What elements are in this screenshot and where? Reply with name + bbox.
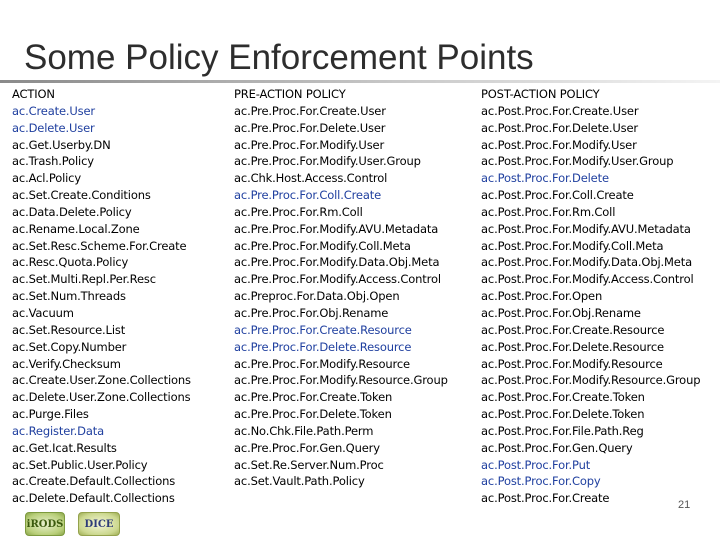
policy-item: ac.Set.Resc.Scheme.For.Create [12,238,187,253]
policy-item: ac.Pre.Proc.For.Coll.Create [234,188,382,203]
policy-item: ac.Pre.Proc.For.Delete.Resource [234,339,412,354]
pre-action-policy-column [234,86,448,490]
policy-item: ac.Pre.Proc.For.Modify.Coll.Meta [234,238,411,253]
policy-item: ac.Set.Re.Server.Num.Proc [234,457,384,472]
policy-item: ac.Post.Proc.For.Delete [481,171,609,186]
policy-item: ac.Rename.Local.Zone [12,221,140,236]
policy-item: ac.No.Chk.File.Path.Perm [234,423,374,438]
policy-item: ac.Post.Proc.For.Modify.Resource.Group [481,373,701,388]
policy-item: ac.Post.Proc.For.Rm.Coll [481,204,616,219]
policy-item: ac.Post.Proc.For.Create.User [481,103,639,118]
policy-item: ac.Pre.Proc.For.Create.Token [234,390,393,405]
policy-item: ac.Trash.Policy [12,154,94,169]
page-number: 21 [678,499,691,511]
policy-item: ac.Post.Proc.For.Copy [481,474,601,489]
policy-item: ac.Post.Proc.For.Create.Resource [481,322,665,337]
policy-item: ac.Pre.Proc.For.Delete.Token [234,407,392,422]
policy-item: ac.Pre.Proc.For.Modify.Data.Obj.Meta [234,255,440,270]
policy-item: ac.Set.Vault.Path.Policy [234,474,365,489]
slide-title: Some Policy Enforcement Points [24,38,534,77]
policy-item: ac.Post.Proc.For.Put [481,457,591,472]
policy-item: ac.Post.Proc.For.Delete.User [481,120,638,135]
policy-item: ac.Pre.Proc.For.Modify.Access.Control [234,272,441,287]
policy-item: ac.Post.Proc.For.Open [481,289,603,304]
column-header-pre-action-policy: PRE-ACTION POLICY [234,87,346,101]
policy-item: ac.Post.Proc.For.Modify.Data.Obj.Meta [481,255,692,270]
policy-item: ac.Post.Proc.For.Delete.Token [481,407,645,422]
policy-item: ac.Pre.Proc.For.Gen.Query [234,440,380,455]
policy-item: ac.Post.Proc.For.Modify.Access.Control [481,272,694,287]
policy-item: ac.Get.Userby.DN [12,137,111,152]
policy-item: ac.Create.User.Zone.Collections [12,373,191,388]
column-header-action: ACTION [12,87,55,101]
irods-logo: iRODS [25,512,65,536]
policy-item: ac.Pre.Proc.For.Modify.User [234,137,385,152]
policy-item: ac.Pre.Proc.For.Rm.Coll [234,204,363,219]
column-header-post-action-policy: POST-ACTION POLICY [481,87,600,101]
policy-item: ac.Pre.Proc.For.Create.User [234,103,386,118]
policy-item: ac.Get.Icat.Results [12,440,117,455]
policy-item: ac.Acl.Policy [12,171,81,186]
policy-item: ac.Post.Proc.For.Coll.Create [481,188,634,203]
policy-item: ac.Post.Proc.For.Create.Token [481,390,645,405]
policy-item: ac.Delete.Default.Collections [12,491,175,506]
policy-item: ac.Set.Multi.Repl.Per.Resc [12,272,156,287]
policy-item: ac.Set.Public.User.Policy [12,457,148,472]
policy-item: ac.Set.Copy.Number [12,339,127,354]
policy-item: ac.Pre.Proc.For.Modify.Resource [234,356,410,371]
policy-item: ac.Pre.Proc.For.Modify.AVU.Metadata [234,221,439,236]
policy-item: ac.Pre.Proc.For.Delete.User [234,120,386,135]
policy-item: ac.Set.Resource.List [12,322,126,337]
policy-item: ac.Create.User [12,103,96,118]
policy-item: ac.Pre.Proc.For.Create.Resource [234,322,412,337]
policy-item: ac.Verify.Checksum [12,356,121,371]
policy-item: ac.Data.Delete.Policy [12,204,132,219]
policy-item: ac.Post.Proc.For.Create [481,491,610,506]
post-action-policy-column [481,86,700,507]
policy-item: ac.Preproc.For.Data.Obj.Open [234,289,400,304]
policy-item: ac.Post.Proc.For.Delete.Resource [481,339,664,354]
policy-item: ac.Delete.User [12,120,95,135]
policy-item: ac.Set.Create.Conditions [12,188,151,203]
policy-item: ac.Pre.Proc.For.Obj.Rename [234,305,389,320]
policy-item: ac.Post.Proc.For.Modify.User [481,137,637,152]
policy-item: ac.Delete.User.Zone.Collections [12,390,191,405]
policy-item: ac.Post.Proc.For.Modify.AVU.Metadata [481,221,691,236]
policy-item: ac.Pre.Proc.For.Modify.User.Group [234,154,421,169]
policy-item: ac.Create.Default.Collections [12,474,176,489]
action-column [12,86,191,507]
dice-logo: DICE [78,512,120,536]
policy-item: ac.Resc.Quota.Policy [12,255,129,270]
title-divider [0,80,720,83]
policy-item: ac.Purge.Files [12,407,89,422]
policy-item: ac.Vacuum [12,305,74,320]
policy-item: ac.Post.Proc.For.Modify.Resource [481,356,663,371]
policy-item: ac.Set.Num.Threads [12,289,126,304]
policy-item: ac.Chk.Host.Access.Control [234,171,388,186]
policy-item: ac.Post.Proc.For.Modify.Coll.Meta [481,238,664,253]
policy-item: ac.Post.Proc.For.Obj.Rename [481,305,641,320]
policy-item: ac.Register.Data [12,423,105,438]
policy-item: ac.Post.Proc.For.Modify.User.Group [481,154,674,169]
policy-item: ac.Pre.Proc.For.Modify.Resource.Group [234,373,448,388]
policy-item: ac.Post.Proc.For.File.Path.Reg [481,423,644,438]
policy-item: ac.Post.Proc.For.Gen.Query [481,440,633,455]
